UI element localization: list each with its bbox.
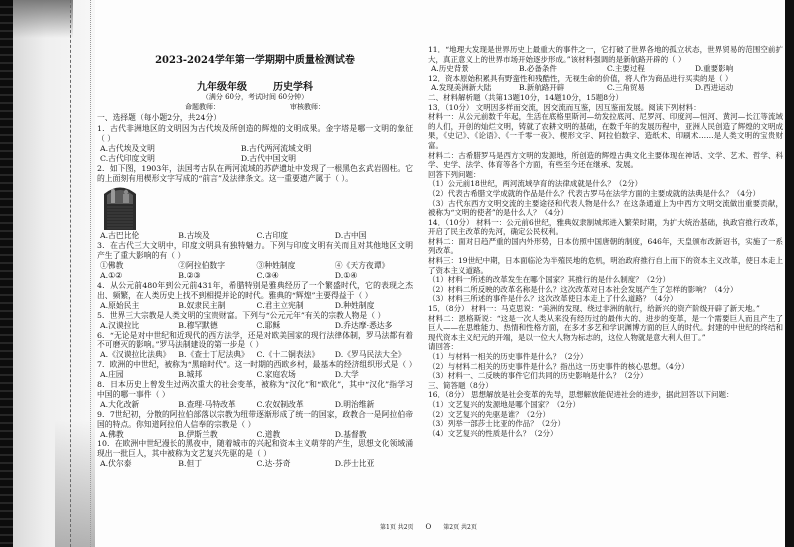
exam-title: 2023-2024学年第一学期期中质量检测试卷 bbox=[155, 55, 355, 66]
options bbox=[428, 83, 783, 93]
question-2 bbox=[97, 164, 413, 242]
option-a: A.佛教 bbox=[100, 429, 124, 439]
question-stem: 11．“地理大发现是世界历史上最重大的事件之一，它打破了世界各地的孤立状态，世界贸易的范围空前扩大，真正意义上的世界市场开始逐步形成。”该材料强调的是新航路开辟的（ ） bbox=[428, 45, 783, 64]
statement-item: ①佛教 bbox=[100, 261, 124, 271]
question-14 bbox=[428, 218, 783, 304]
option-c: C.达·芬奇 bbox=[256, 459, 291, 469]
sub-question-3: （3）材料三所述的事件是什么？这次改革使日本走上了什么道路？（4分） bbox=[428, 294, 678, 304]
option-b: B.古埃及 bbox=[178, 231, 210, 241]
option-d: D.古代中国文明 bbox=[240, 153, 297, 163]
sub-question-3: （3）列举一部莎士比亚的作品？（2分） bbox=[428, 419, 566, 429]
option-d: D.种姓制度 bbox=[334, 300, 375, 310]
option-a: A.古代埃及文明 bbox=[100, 143, 155, 153]
options bbox=[97, 350, 413, 360]
question-intro: 13．（10分） 文明因多样而交流，因交流而互鉴，因互鉴而发展。阅读下列材料： bbox=[428, 102, 701, 112]
option-b: B.伊斯兰教 bbox=[178, 429, 218, 439]
option-b: B.必备条件 bbox=[519, 64, 557, 74]
material-1: 15．（8分） 材料一：马克思说：“美洲的发现、绕过非洲的航行，给新兴的资产阶级开辟了新天地。” bbox=[428, 304, 760, 314]
option-a: A.原始民主 bbox=[100, 300, 140, 310]
options bbox=[97, 400, 413, 410]
option-c: C.农奴制改革 bbox=[256, 399, 304, 409]
option-d: D.基督教 bbox=[334, 429, 367, 439]
page-number-1: 第1页 共2页 bbox=[380, 524, 414, 531]
option-c: C.道教 bbox=[256, 429, 281, 439]
sub-question-2: （2）文艺复兴的先驱是谁？（2分） bbox=[428, 409, 551, 419]
option-d: D.①④ bbox=[334, 271, 358, 281]
sub-question-3: （3）材料一、二反映的事件它们共同的历史影响是什么？（2分） bbox=[428, 371, 648, 381]
sub-question-2: （2）材料二所反映的改革名称是什么？这次改革对日本社会发展产生了怎样的影响？（4分） bbox=[428, 284, 738, 294]
option-a: A.古巴比伦 bbox=[100, 231, 140, 241]
statement-item: ②阿拉伯数字 bbox=[178, 261, 226, 271]
option-a: A.历史背景 bbox=[431, 64, 469, 74]
options bbox=[97, 301, 413, 311]
option-b: B.穆罕默德 bbox=[178, 320, 218, 330]
option-a: A.伏尔泰 bbox=[100, 459, 132, 469]
question-13 bbox=[428, 103, 783, 218]
question-intro: 16．（8分） 思想解放是社会变革的先导，思想解放能促进社会的进步，据此回答以下问题： bbox=[428, 390, 734, 400]
option-d: D.乔达摩·悉达多 bbox=[334, 320, 393, 330]
options bbox=[428, 64, 783, 74]
section-heading-short-answer: 三、简答题（8分） bbox=[428, 380, 493, 390]
question-5 bbox=[97, 311, 413, 331]
option-c: C.主要过程 bbox=[607, 64, 645, 74]
answer-prompt: 回答下列问题： bbox=[428, 169, 481, 179]
options bbox=[97, 144, 413, 164]
hammurabi-stele-image bbox=[100, 183, 140, 230]
option-a: A.①② bbox=[100, 271, 123, 281]
sub-question-4: （4）文艺复兴的性质是什么？（2分） bbox=[428, 428, 558, 438]
option-b: B.但丁 bbox=[178, 459, 203, 469]
option-b: B.新航路开辟 bbox=[519, 83, 565, 93]
section-heading-material: 二、材料解析题（共第13题10分，14题10分，15题8分） bbox=[428, 92, 623, 102]
right-column bbox=[428, 45, 783, 438]
scan-shadow-top bbox=[13, 0, 73, 38]
grade-label: 九年级年级 bbox=[197, 82, 247, 93]
question-stem: 1．古代非洲地区的文明因为古代埃及所创造的辉煌的文明成果。金字塔是哪一文明的象征（ ） bbox=[97, 124, 413, 143]
reviewer-label: 审核教师： bbox=[290, 103, 325, 111]
setter-label: 命题教师： bbox=[185, 103, 220, 111]
option-c: C.家庭农场 bbox=[256, 370, 296, 380]
option-b: B.②③ bbox=[178, 271, 201, 281]
question-stem: 12．资本原始积累具有野蛮性和残酷性，无视生命的价值，将人作为商品进行买卖的是（ ） bbox=[428, 73, 733, 83]
fold-mark: O bbox=[425, 523, 432, 531]
question-12 bbox=[428, 74, 783, 93]
question-1 bbox=[97, 124, 413, 164]
material-2: 材料二：面对日趋严重的国内外形势，日本仿照中国唐朝的制度，646年，天皇颁布改新诏书，实施了一系列改革。 bbox=[428, 236, 783, 256]
option-b: B.古代两河流域文明 bbox=[240, 143, 312, 153]
question-8 bbox=[97, 380, 413, 410]
question-3 bbox=[97, 241, 413, 281]
option-d: D.西进运动 bbox=[695, 83, 734, 93]
scan-edge-right bbox=[785, 0, 794, 547]
scan-shadow bbox=[55, 420, 95, 547]
question-stem: 2．如下图，1903年，法国考古队在两河流域的苏萨遗址中发现了一根黑色玄武岩圆柱。它的上面刻有用楔形文字写成的“前言”及法律条文。这一重要遗产属于（ ）。 bbox=[97, 163, 413, 183]
option-a: A.大化改新 bbox=[100, 399, 140, 409]
binding-strip bbox=[0, 0, 13, 547]
option-c: C.《十二铜表法》 bbox=[256, 350, 320, 360]
question-stem: 6．“无论是对中世纪和近现代的西方法学，还是对欧美国家的现行法律体制，罗马法都有着不可磨灭的影响。”罗马法制建设的第一步是（ ） bbox=[97, 330, 413, 350]
score-info: （满分 60分，考试时间 60分钟） bbox=[201, 93, 309, 101]
option-c: C.古代印度文明 bbox=[100, 153, 155, 163]
option-a: A.发现美洲新大陆 bbox=[431, 83, 492, 93]
option-d: D.古中国 bbox=[334, 231, 367, 241]
question-stem: 4．从公元前480年到公元前431年，希腊特别是雅典经历了一个繁盛时代，它的表现之杰出、频繁，在人类历史上找不到相提并论的时代。雅典的“辉煌”主要得益于（ ） bbox=[97, 280, 413, 300]
statement-item: ③种姓制度 bbox=[256, 261, 296, 271]
options bbox=[97, 321, 413, 331]
answer-prompt: 请回答： bbox=[428, 342, 458, 352]
question-6 bbox=[97, 331, 413, 361]
material-1: 14．（10分） 材料一：公元前6世纪，雅典奴隶制城邦进入繁荣时期，为扩大统治基础，执政官推行改革，开启了民主改革的先河，确定公民权利。 bbox=[428, 217, 783, 237]
option-a: A.汉谟拉比 bbox=[100, 320, 140, 330]
question-15 bbox=[428, 304, 783, 381]
option-d: D.大学 bbox=[334, 370, 359, 380]
section-heading-choice: 一、选择题（每小题2分，共24分） bbox=[97, 113, 222, 122]
question-stem: 5．世界三大宗教是人类文明的宝贵财富。下列与“公元元年”有关的宗教人物是（ ） bbox=[97, 310, 386, 320]
options bbox=[97, 459, 413, 469]
option-d: D.莎士比亚 bbox=[334, 459, 375, 469]
question-16 bbox=[428, 390, 783, 438]
sub-question-1: （1）文艺复兴的发源地是哪个国家？（2分） bbox=[428, 399, 581, 409]
seal-dotted-line bbox=[90, 0, 91, 547]
options bbox=[97, 231, 413, 241]
option-a: A.庄园 bbox=[100, 370, 124, 380]
option-b: B.《查士丁尼法典》 bbox=[178, 350, 249, 360]
option-b: B.奴隶民主制 bbox=[178, 300, 226, 310]
option-b: B.城邦 bbox=[178, 370, 203, 380]
page-footer bbox=[380, 523, 500, 532]
hammurabi-stele-figure bbox=[97, 183, 413, 231]
question-stem: 10．在欧洲中世纪漫长的黑夜中，随着城市的兴起和资本主义萌芽的产生，思想文化领域涌现出一批巨人，其中被称为文艺复兴先驱的是（ ） bbox=[97, 439, 413, 459]
option-c: C.三角贸易 bbox=[607, 83, 645, 93]
options bbox=[97, 271, 413, 281]
statement-item: ④《天方夜谭》 bbox=[334, 261, 390, 271]
question-stem: 9．7世纪初，分散的阿拉伯部落以宗教为纽带逐渐形成了统一的国家，政教合一是阿拉伯帝国的特点。你知道阿拉伯人信奉的宗教是（ ） bbox=[97, 409, 413, 429]
material-2: 材料二：古希腊罗马是西方文明的发源地，所创造的辉煌古典文化主要体现在神话、文学、艺术、哲学、科学、史学、法学、体育等各个方面，有些至今还在继承、发展。 bbox=[428, 150, 783, 170]
material-3: 材料三：19世纪中期，日本面临沦为半殖民地的危机，明治政府推行自上而下的资本主义改革，使日本走上了资本主义道路。 bbox=[428, 256, 783, 275]
sub-question-3: （3）古代东西方文明交流的主要途径和代表人物是什么？在这条通道上为中西方文明交流做出重要贡献，被称为“文明的使者”的是什么人？（4分） bbox=[428, 198, 783, 218]
option-b: B.查理·马特改革 bbox=[178, 399, 236, 409]
question-4 bbox=[97, 281, 413, 311]
question-11 bbox=[428, 45, 783, 74]
question-7 bbox=[97, 360, 417, 380]
sub-question-1: （1）材料一所述的改革发生在哪个国家？其推行的是什么制度？（2分） bbox=[428, 275, 671, 285]
statement-items bbox=[97, 261, 413, 271]
question-9 bbox=[97, 410, 413, 440]
question-stem: 7．欧洲的中世纪，被称为“黑暗时代”。这一时期的西欧乡村，最基本的经济组织形式是（ ） bbox=[97, 360, 417, 370]
page-number-2: 第2页 共2页 bbox=[443, 524, 477, 531]
question-stem: 3．在古代三大文明中，印度文明具有独特魅力。下列与印度文明有关而且对其他地区文明产生了重大影响的有（ ） bbox=[97, 241, 413, 261]
sub-question-2: （2）代表古希腊文学成就的作品是什么？代表古罗马在法学方面的主要成就的法典是什么？（4分） bbox=[428, 188, 761, 198]
option-d: D.《罗马民法大全》 bbox=[334, 350, 406, 360]
option-d: D.重要影响 bbox=[695, 64, 734, 74]
teacher-line bbox=[97, 103, 413, 112]
question-10 bbox=[97, 439, 413, 469]
question-stem: 8．日本历史上曾发生过两次重大的社会变革，被称为“汉化”和“欧化”，其中“汉化”指学习中国的哪一事件（ ） bbox=[97, 380, 413, 399]
options bbox=[97, 370, 413, 380]
seal-line bbox=[70, 0, 71, 547]
material-1: 材料一：从公元前数千年起，生活在底格里斯河—幼发拉底河、尼罗河、印度河—恒河、黄河—长江等流域的人们，开创的灿烂文明，铸就了农耕文明的基础，在数千年的发展历程中，亚洲人民创造了辉煌的文明成果，《史记》、《论语》、《一千零一夜》、楔形文字、阿拉伯数字、造纸术、印刷术……是人类文明的宝贵财富。 bbox=[428, 112, 783, 150]
option-c: C.③④ bbox=[256, 271, 279, 281]
material-2: 材料二：恩格斯说：“这是一次人类从来没有经历过的最伟大的、进步的变革，是一个需要巨人而且产生了巨人——在思维能力、热情和性格方面，在多才多艺和学识渊博方面的巨人的时代。封建的中世纪的终结和现代资本主义纪元的开端，是以一位大人物为标志的，这位人物就是意大利人但丁。” bbox=[428, 313, 783, 342]
sub-question-1: （1）与材料一相关的历史事件是什么？（2分） bbox=[428, 352, 588, 361]
option-c: C.君主立宪制 bbox=[256, 300, 304, 310]
option-a: A.《汉谟拉比法典》 bbox=[100, 350, 171, 360]
subject-label: 历史学科 bbox=[273, 82, 313, 93]
option-c: C.耶稣 bbox=[256, 320, 281, 330]
option-c: C.古印度 bbox=[256, 231, 289, 241]
sub-question-2: （2）与材料二相关的历史事件是什么？指出这一历史事件的核心思想。（4分） bbox=[428, 361, 689, 371]
left-column bbox=[97, 124, 417, 469]
options bbox=[97, 430, 413, 440]
sub-question-1: （1）公元前18世纪，两河流域孕育的法律成就是什么？（2分） bbox=[428, 179, 643, 189]
option-d: D.明治维新 bbox=[334, 399, 375, 409]
